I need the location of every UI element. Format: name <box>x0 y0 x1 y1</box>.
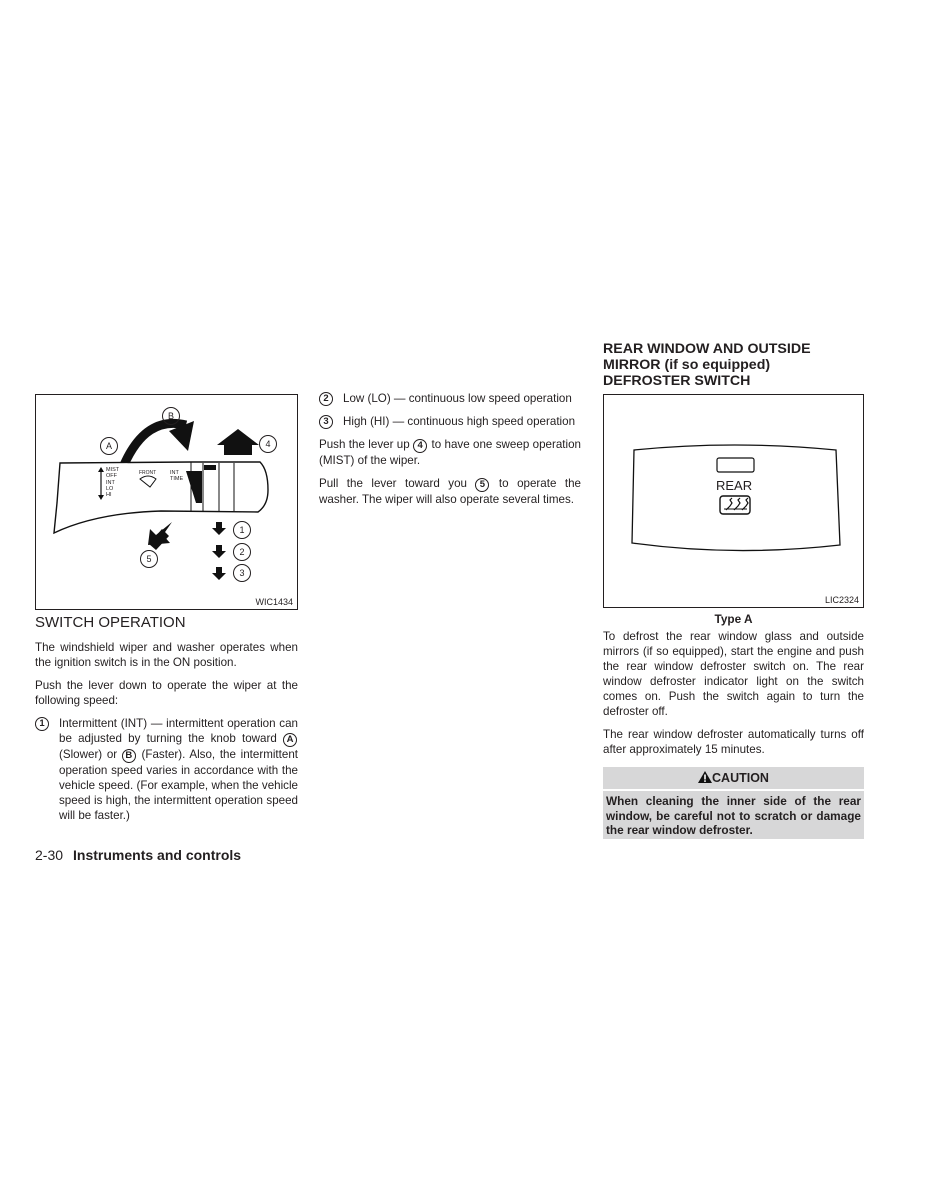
number-4-icon: 4 <box>413 439 427 453</box>
defroster-switch-figure <box>603 394 864 608</box>
lever-front-label: FRONT <box>139 470 157 476</box>
lever-mist-label: MIST <box>106 467 120 473</box>
paragraph-pull <box>319 476 581 507</box>
number-5-icon: 5 <box>475 478 489 492</box>
callout-4: 4 <box>259 435 277 453</box>
push-up-post: to have one sweep operation (MIST) of the wiper. <box>319 438 582 467</box>
section-title-switch-operation: SWITCH OPERATION <box>35 614 186 631</box>
lever-off-label: OFF <box>106 473 117 480</box>
footer-section-title: Instruments and controls <box>73 847 242 863</box>
list-item-low <box>319 391 581 406</box>
middle-column-text <box>319 391 581 515</box>
push-up-pre: Push the lever up <box>319 438 414 451</box>
lever-lo-label: LO <box>106 485 114 492</box>
wiper-switch-figure <box>35 394 298 610</box>
paragraph-push-up <box>319 437 581 468</box>
number-1-icon: 1 <box>35 717 49 731</box>
callout-1: 1 <box>233 521 251 539</box>
pull-post: to operate the washer. The wiper will also operate several times. <box>319 477 581 506</box>
lever-int-label: INT <box>106 479 115 486</box>
callout-a: A <box>100 437 118 455</box>
callout-2: 2 <box>233 543 251 561</box>
number-2-icon: 2 <box>319 392 333 406</box>
caution-title: CAUTION <box>712 771 769 785</box>
int-time-line-1: INT <box>170 470 179 476</box>
callout-3: 3 <box>233 564 251 582</box>
callout-5: 5 <box>140 550 158 568</box>
paragraph-push-down: Push the lever down to operate the wiper at the following speed: <box>35 679 298 707</box>
paragraph-ignition: The windshield wiper and washer operates when the ignition switch is in the ON position. <box>35 641 298 669</box>
item1-text-a: Intermittent (INT) — intermittent operation can be adjusted by turning the knob toward <box>59 717 298 745</box>
caution-title-row <box>603 771 864 785</box>
caution-body <box>603 791 864 839</box>
item1-text-c: (Faster). Also, the intermittent operation speed varies in accordance with the vehicle speed. (For example, when the vehicle speed is high, the intermittent operation speed will be faster.) <box>59 748 298 822</box>
wiper-lever-illustration <box>36 395 297 609</box>
list-item-high <box>319 414 581 429</box>
caution-header <box>603 767 864 789</box>
heading-rear-window-defroster <box>603 341 865 389</box>
left-column-text <box>35 640 298 831</box>
heading-line-3: DEFROSTER SWITCH <box>603 373 751 389</box>
letter-b-icon: B <box>122 749 136 763</box>
page-number: 2-30 <box>35 847 64 863</box>
int-time-line-2: TIME <box>170 476 184 482</box>
item1-text-b: (Slower) or <box>59 748 122 761</box>
number-3-icon: 3 <box>319 415 333 429</box>
page-footer <box>35 847 241 863</box>
pull-pre: Pull the lever toward you <box>319 477 476 490</box>
callout-b: B <box>162 407 180 425</box>
lever-position-labels <box>106 467 119 498</box>
type-a-caption: Type A <box>714 612 753 626</box>
caution-text: When cleaning the inner side of the rear window, be careful not to scratch or damage the rear window defroster. <box>606 794 861 837</box>
list-item-intermittent <box>35 716 298 823</box>
warning-triangle-icon <box>698 771 712 783</box>
paragraph-auto-off: The rear window defroster automatically turns off after approximately 15 minutes. <box>603 728 864 756</box>
rear-switch-label: REAR <box>716 478 753 493</box>
figure-id-wic1434: WIC1434 <box>255 597 293 607</box>
lever-int-time-label <box>170 470 183 482</box>
paragraph-defrost: To defrost the rear window glass and outside mirrors (if so equipped), start the engine and push the rear window defroster switch on. The rear window defroster indicator light on the switch comes on. Push the switch again to turn the defroster off. <box>603 630 864 718</box>
letter-a-icon: A <box>283 733 297 747</box>
defroster-panel-illustration <box>604 395 863 607</box>
heading-line-2: MIRROR (if so equipped) <box>603 357 771 373</box>
lever-hi-label: HI <box>106 492 112 499</box>
heading-line-1: REAR WINDOW AND OUTSIDE <box>603 341 811 357</box>
figure-id-lic2324: LIC2324 <box>824 595 859 605</box>
right-column-text <box>603 629 864 765</box>
item2-text: Low (LO) — continuous low speed operation <box>343 392 572 405</box>
item3-text: High (HI) — continuous high speed operation <box>343 415 576 428</box>
